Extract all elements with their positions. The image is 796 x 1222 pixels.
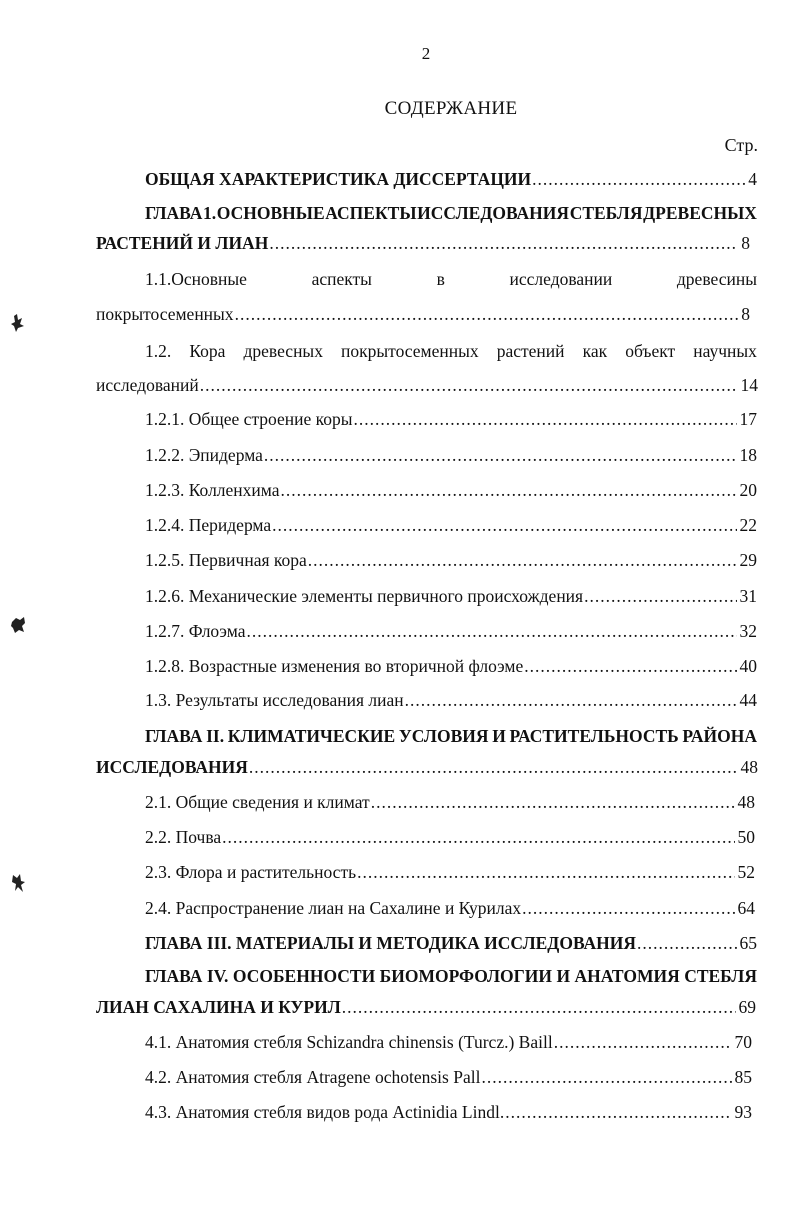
toc-entry[interactable] <box>145 656 757 680</box>
toc-entry[interactable] <box>145 792 755 816</box>
toc-leader-dots <box>200 375 738 396</box>
toc-word: исследовании <box>509 269 613 289</box>
toc-word: И <box>556 966 571 986</box>
toc-leader-dots <box>532 169 745 190</box>
toc-leader-dots <box>481 1067 731 1088</box>
toc-entry[interactable] <box>145 445 757 469</box>
toc-entry-title: 4.3. Анатомия стебля видов рода Actinidia Lindl. <box>145 1102 505 1122</box>
toc-entry[interactable] <box>145 480 757 504</box>
toc-entry-page: 20 <box>739 480 757 500</box>
toc-entry[interactable] <box>145 1067 752 1091</box>
toc-word: научных <box>693 341 757 361</box>
toc-word: УСЛОВИЯ <box>398 726 489 746</box>
toc-entry-title: исследований <box>96 375 199 395</box>
toc-word: РАЙОНА <box>682 726 757 746</box>
toc-word: ГЛАВА <box>145 966 203 986</box>
toc-leader-dots <box>405 690 737 711</box>
toc-entry-title: ЛИАН САХАЛИНА И КУРИЛ <box>96 997 341 1017</box>
toc-entry[interactable] <box>145 827 755 851</box>
toc-entry-page: 52 <box>737 862 755 882</box>
toc-entry-title: 1.2.6. Механические элементы первичного происхождения <box>145 586 584 606</box>
toc-leader-dots <box>235 304 739 325</box>
toc-entry[interactable] <box>96 233 750 257</box>
toc-entry-title: ОБЩАЯ ХАРАКТЕРИСТИКА ДИССЕРТАЦИИ <box>145 169 532 189</box>
toc-entry[interactable] <box>145 1032 752 1056</box>
toc-entry-line <box>145 269 757 293</box>
toc-word: II. <box>206 726 225 746</box>
toc-entry-title: 1.2.3. Колленхима <box>145 480 280 500</box>
toc-word: ГЛАВА <box>145 726 203 746</box>
toc-word: древесных <box>243 341 323 361</box>
toc-word: СТЕБЛЯ <box>569 203 643 223</box>
toc-entry-page: 14 <box>740 375 758 395</box>
toc-leader-dots <box>354 409 737 430</box>
toc-word: 1.2. <box>145 341 172 361</box>
toc-entry-title: 1.2.1. Общее строение коры <box>145 409 353 429</box>
toc-word: РАСТИТЕЛЬНОСТЬ <box>509 726 679 746</box>
toc-word: ИССЛЕДОВАНИЯ <box>417 203 570 223</box>
toc-leader-dots <box>505 1102 731 1123</box>
toc-entry-page: 29 <box>739 550 757 570</box>
toc-word: КЛИМАТИЧЕСКИЕ <box>227 726 396 746</box>
toc-entry-page: 32 <box>739 621 757 641</box>
toc-entry-title: 2.3. Флора и растительность <box>145 862 357 882</box>
toc-word: АНАТОМИЯ <box>574 966 680 986</box>
toc-leader-dots <box>522 898 734 919</box>
toc-word: IV. <box>206 966 229 986</box>
toc-entry[interactable] <box>145 586 757 610</box>
toc-leader-dots <box>272 515 736 536</box>
toc-word: Кора <box>189 341 226 361</box>
toc-entry[interactable] <box>145 862 755 886</box>
toc-word: покрытосеменных <box>341 341 479 361</box>
scan-artifact-mark <box>8 312 30 334</box>
toc-word: ГЛАВА <box>145 203 203 223</box>
toc-entry-page: 50 <box>737 827 755 847</box>
toc-leader-dots <box>524 656 736 677</box>
toc-word: аспекты <box>311 269 372 289</box>
toc-entry-title: ИССЛЕДОВАНИЯ <box>96 757 248 777</box>
toc-leader-dots <box>222 827 734 848</box>
toc-entry-page: 31 <box>739 586 757 606</box>
toc-leader-dots <box>342 997 736 1018</box>
toc-word: ОСНОВНЫЕ <box>216 203 325 223</box>
toc-word: в <box>436 269 445 289</box>
toc-entry-title: 1.2.8. Возрастные изменения во вторичной флоэме <box>145 656 524 676</box>
toc-word: древесины <box>676 269 757 289</box>
toc-leader-dots <box>264 445 737 466</box>
toc-entry-title: 4.1. Анатомия стебля Schizandra chinensis (Turcz.) Baill <box>145 1032 553 1052</box>
toc-word: растений <box>496 341 565 361</box>
toc-entry-title: 1.3. Результаты исследования лиан <box>145 690 404 710</box>
toc-entry-title: 1.2.5. Первичная кора <box>145 550 307 570</box>
page-column-label: Стр. <box>724 135 758 155</box>
toc-entry[interactable] <box>145 1102 752 1126</box>
page-title: СОДЕРЖАНИЕ <box>384 98 518 119</box>
toc-leader-dots <box>269 233 738 254</box>
toc-entry[interactable] <box>145 515 757 539</box>
toc-entry-title: 1.2.4. Перидерма <box>145 515 272 535</box>
toc-word: 1.1.Основные <box>145 269 247 289</box>
toc-word: АСПЕКТЫ <box>325 203 417 223</box>
toc-entry-title: покрытосеменных <box>96 304 234 324</box>
toc-entry-title: 1.2.2. Эпидерма <box>145 445 263 465</box>
toc-leader-dots <box>249 757 738 778</box>
toc-leader-dots <box>246 621 736 642</box>
toc-leader-dots <box>308 550 737 571</box>
toc-entry[interactable] <box>96 375 758 399</box>
toc-entry-title: 1.2.7. Флоэма <box>145 621 246 641</box>
toc-entry[interactable] <box>145 898 755 922</box>
toc-entry-title: ГЛАВА III. МАТЕРИАЛЫ И МЕТОДИКА ИССЛЕДОВАНИЯ <box>145 933 637 953</box>
scan-artifact-mark <box>8 614 30 636</box>
toc-entry-page: 18 <box>739 445 757 465</box>
toc-word: БИОМОРФОЛОГИИ <box>379 966 552 986</box>
toc-entry[interactable] <box>145 409 757 433</box>
toc-entry-page: 93 <box>734 1102 752 1122</box>
toc-entry-page: 8 <box>741 304 750 324</box>
toc-entry-line <box>145 966 757 990</box>
toc-entry-line <box>145 203 757 227</box>
toc-entry-page: 70 <box>734 1032 752 1052</box>
toc-entry-line <box>145 341 757 365</box>
toc-entry-page: 48 <box>740 757 758 777</box>
toc-entry-page: 44 <box>739 690 757 710</box>
toc-leader-dots <box>371 792 735 813</box>
toc-entry-page: 64 <box>737 898 755 918</box>
page-number: 2 <box>421 44 431 63</box>
toc-leader-dots <box>554 1032 732 1053</box>
toc-entry-page: 40 <box>739 656 757 676</box>
toc-entry-page: 4 <box>748 169 757 189</box>
toc-entry-title: 4.2. Анатомия стебля Atragene ochotensis Pall <box>145 1067 481 1087</box>
toc-word: объект <box>625 341 676 361</box>
toc-entry-title: 2.2. Почва <box>145 827 222 847</box>
toc-word: как <box>582 341 608 361</box>
toc-word: 1. <box>203 203 217 223</box>
toc-entry-page: 17 <box>739 409 757 429</box>
toc-entry[interactable] <box>96 997 756 1021</box>
toc-word: ОСОБЕННОСТИ <box>232 966 376 986</box>
toc-entry[interactable] <box>145 933 757 957</box>
toc-entry-page: 69 <box>738 997 756 1017</box>
toc-entry-title: 2.1. Общие сведения и климат <box>145 792 370 812</box>
toc-entry-page: 65 <box>739 933 757 953</box>
toc-entry[interactable] <box>96 304 750 328</box>
toc-leader-dots <box>584 586 736 607</box>
scan-artifact-mark <box>8 872 30 894</box>
toc-entry-title: 2.4. Распространение лиан на Сахалине и Курилах <box>145 898 522 918</box>
toc-leader-dots <box>357 862 734 883</box>
toc-entry-page: 22 <box>739 515 757 535</box>
toc-word: И <box>492 726 506 746</box>
toc-entry-page: 85 <box>734 1067 752 1087</box>
toc-entry[interactable] <box>96 757 758 781</box>
toc-entry-line <box>145 726 757 750</box>
toc-entry[interactable] <box>145 690 757 714</box>
toc-entry[interactable] <box>145 621 757 645</box>
toc-entry[interactable] <box>145 169 757 193</box>
toc-word: ДРЕВЕСНЫХ <box>643 203 757 223</box>
toc-entry-page: 8 <box>741 233 750 253</box>
toc-entry-page: 48 <box>737 792 755 812</box>
toc-entry[interactable] <box>145 550 757 574</box>
toc-word: СТЕБЛЯ <box>684 966 757 986</box>
toc-leader-dots <box>281 480 737 501</box>
toc-leader-dots <box>637 933 736 954</box>
toc-entry-title: РАСТЕНИЙ И ЛИАН <box>96 233 269 253</box>
